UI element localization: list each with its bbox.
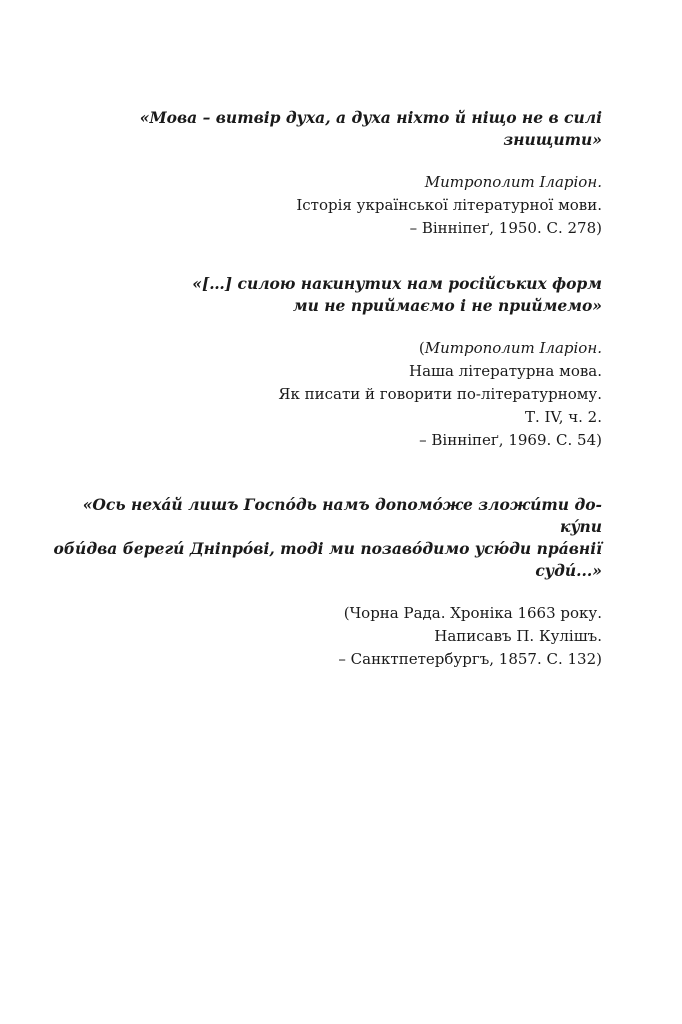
quote-line: «[…] силою накинутих нам російських форм	[192, 274, 602, 293]
attribution-line: Т. IV, ч. 2.	[525, 408, 602, 426]
attribution-line: (Чорна Рада. Хроніка 1663 року.	[343, 604, 602, 622]
epigraph-attribution	[42, 337, 602, 452]
epigraph-quote	[42, 273, 602, 317]
attribution-line: Наша літературна мова.	[408, 362, 602, 380]
attribution-line: Написавъ П. Кулішъ.	[434, 627, 602, 645]
attribution-line: Як писати й говорити по-літературному.	[278, 385, 602, 403]
epigraph-3	[42, 494, 602, 671]
quote-line: обúдва берегú Дніпрóві, тоді ми позавóдимо усю́ди прáвнії судú...»	[53, 539, 602, 580]
epigraph-quote	[42, 107, 602, 151]
quote-line: «Ось нехáй лишъ Госпóдь намъ допомóже зложúти до-кýпи	[82, 495, 602, 536]
attribution-line: – Вінніпеґ, 1950. С. 278)	[409, 219, 602, 237]
attribution-open-paren: (	[418, 339, 425, 357]
epigraph-attribution	[42, 171, 602, 240]
attribution-line: Історія української літературної мови.	[296, 196, 602, 214]
quote-line: «Мова – витвір духа, а духа ніхто й ніщо не в силі знищити»	[139, 108, 602, 149]
attribution-line: – Вінніпеґ, 1969. С. 54)	[419, 431, 602, 449]
epigraph-attribution	[42, 602, 602, 671]
attribution-author-line	[42, 171, 602, 194]
attribution-author: Митрополит Іларіон.	[424, 173, 602, 191]
epigraph-quote	[42, 494, 602, 582]
attribution-author-line	[42, 337, 602, 360]
quote-line: ми не приймаємо і не приймемо»	[292, 296, 602, 315]
attribution-line: – Санктпетербургъ, 1857. С. 132)	[338, 650, 602, 668]
epigraph-2	[42, 273, 602, 452]
attribution-author: Митрополит Іларіон.	[424, 339, 602, 357]
epigraph-1	[42, 107, 602, 240]
